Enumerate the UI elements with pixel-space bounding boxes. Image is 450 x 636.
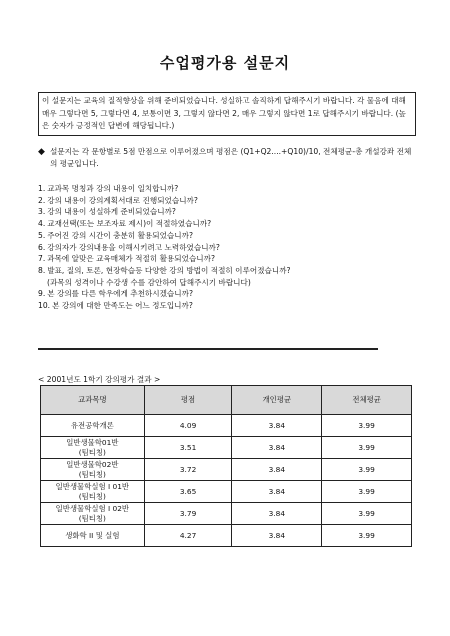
scoring-summary: [38, 146, 413, 170]
question-item: [38, 218, 418, 230]
cell-overall-avg: 3.99: [322, 503, 412, 525]
cell-overall-avg: 3.99: [322, 437, 412, 459]
page-title: 수업평가용 설문지: [159, 54, 291, 72]
question-text: 본 강의에 대한 만족도는 어느 정도입니까?: [52, 301, 193, 311]
question-item: [38, 195, 418, 207]
intro-text: 이 설문지는 교육의 질적향상을 위해 준비되었습니다. 성실하고 솔직하게 답해주시기 바랍니다. 각 물음에 대해 매우 그렇다면 5, 그렇다면 4, 보통이면 3, 그렇지 않다면 2, 매우 그렇지 않다면 1로 답해주시기 바랍니다. (높은 숫자가 긍정적인 답변에 해당됩니다.): [42, 96, 406, 130]
question-text: 강의 내용이 성실하게 준비되었습니까?: [47, 207, 176, 217]
course-name-line: 유전공학개론: [70, 420, 114, 430]
results-caption: < 2001년도 1학기 강의평가 결과 >: [38, 375, 161, 384]
question-item: [38, 253, 418, 265]
question-text: 과목에 알맞은 교육매체가 적절히 활용되었습니까?: [47, 254, 215, 264]
intro-box: [38, 92, 416, 136]
course-name-line: 일반생물학01반: [66, 437, 119, 447]
cell-course: [41, 437, 145, 459]
cell-course: [41, 481, 145, 503]
scoring-summary-text: 설문지는 각 문항별로 5점 만점으로 이루어졌으며 평점은 (Q1+Q2....+Q10)/10, 전체평균-총 개설강좌 전체의 평균입니다.: [50, 147, 412, 168]
cell-score: 3.65: [144, 481, 232, 503]
cell-course: [41, 459, 145, 481]
question-item: [38, 300, 418, 312]
question-text: 주어진 강의 시간이 충분히 활용되었습니까?: [47, 230, 193, 240]
question-number: 4.: [38, 219, 46, 229]
question-number: 2.: [38, 195, 46, 205]
table-row: [41, 459, 412, 481]
table-header-row: [41, 386, 412, 415]
course-name-line: 일반생물학실험 I 02반: [55, 503, 130, 513]
question-item: [38, 242, 418, 254]
question-text: 교재선택(또는 보조자료 제시)이 적절하였습니까?: [47, 219, 212, 229]
cell-score: 4.27: [144, 525, 232, 547]
course-name-line: 생화학 II 및 실험: [65, 530, 120, 540]
question-text: 강의자가 강의내용을 이해시키려고 노력하였습니까?: [47, 242, 220, 252]
question-item: [38, 288, 418, 300]
cell-overall-avg: 3.99: [322, 459, 412, 481]
question-number: 7.: [38, 254, 46, 264]
cell-overall-avg: 3.99: [322, 525, 412, 547]
header-personal-avg: 개인평균: [232, 386, 322, 415]
question-item: [38, 230, 418, 242]
course-name-line: (팀티칭): [78, 491, 106, 501]
cell-course: [41, 503, 145, 525]
question-number: 3.: [38, 207, 46, 217]
question-text: 발표, 질의, 토론, 현장학습등 다양한 강의 방법이 적절히 이루어졌습니까?: [47, 265, 291, 275]
header-score: 평점: [144, 386, 232, 415]
course-name-line: 일반생물학02반: [66, 459, 119, 469]
course-name-line: 일반생물학실험 I 01반: [55, 481, 130, 491]
cell-personal-avg: 3.84: [232, 415, 322, 437]
results-body: [41, 415, 412, 547]
question-text: 교과목 명칭과 강의 내용이 일치합니까?: [47, 184, 179, 193]
cell-overall-avg: 3.99: [322, 415, 412, 437]
cell-personal-avg: 3.84: [232, 459, 322, 481]
cell-score: 4.09: [144, 415, 232, 437]
question-number: 5.: [38, 230, 46, 240]
cell-personal-avg: 3.84: [232, 437, 322, 459]
question-text: 강의 내용이 강의계획서대로 진행되었습니까?: [47, 195, 198, 205]
question-text: 본 강의를 다른 학우에게 추천하시겠습니까?: [47, 289, 193, 299]
question-item: [38, 265, 418, 277]
header-overall-avg: 전체평균: [322, 386, 412, 415]
cell-personal-avg: 3.84: [232, 525, 322, 547]
question-number: 10.: [38, 301, 51, 311]
cell-overall-avg: 3.99: [322, 481, 412, 503]
cell-score: 3.79: [144, 503, 232, 525]
course-name-line: (팀티칭): [78, 469, 106, 479]
question-item: [38, 183, 418, 195]
cell-personal-avg: 3.84: [232, 481, 322, 503]
question-number: 6.: [38, 242, 46, 252]
question-number: 1.: [38, 184, 46, 193]
cell-score: 3.72: [144, 459, 232, 481]
cell-personal-avg: 3.84: [232, 503, 322, 525]
diamond-bullet-icon: ◆: [38, 147, 45, 157]
cell-course: [41, 525, 145, 547]
section-divider: [38, 348, 378, 350]
question-list: [38, 183, 418, 312]
header-course: 교과목명: [41, 386, 145, 415]
table-row: [41, 481, 412, 503]
results-table: [40, 385, 412, 547]
question-number: 9.: [38, 289, 46, 299]
course-name-line: (팀티칭): [78, 447, 106, 457]
table-row: [41, 503, 412, 525]
question-item: [38, 277, 418, 289]
cell-score: 3.51: [144, 437, 232, 459]
course-name-line: (팀티칭): [78, 513, 106, 523]
cell-course: [41, 415, 145, 437]
table-row: [41, 415, 412, 437]
question-number: 8.: [38, 265, 46, 275]
table-row: [41, 525, 412, 547]
question-item: [38, 206, 418, 218]
table-row: [41, 437, 412, 459]
question-text: (과목의 성격이나 수강생 수를 감안하여 답해주시기 바랍니다): [47, 277, 251, 287]
